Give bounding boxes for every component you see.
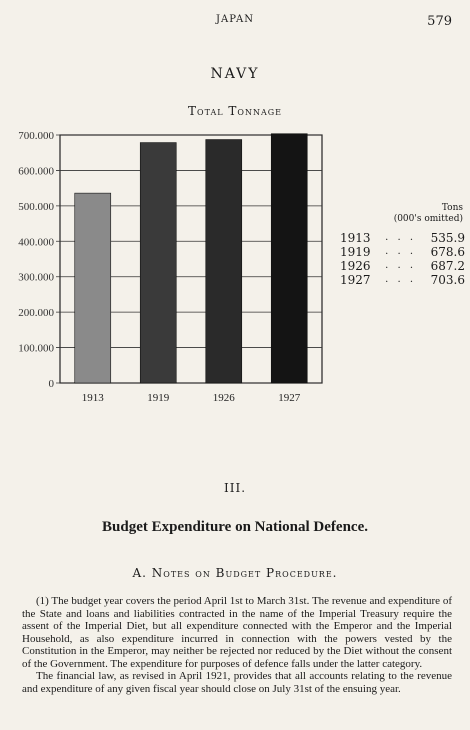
tonnage-value: 535.9 bbox=[430, 231, 465, 245]
bar bbox=[75, 193, 111, 383]
y-tick-label: 700.000 bbox=[18, 130, 54, 142]
tonnage-dots: . . . bbox=[385, 274, 417, 285]
tonnage-value: 687.2 bbox=[430, 259, 465, 273]
section-title: NAVY bbox=[210, 66, 260, 82]
y-tick-label: 500.000 bbox=[18, 200, 54, 213]
tonnage-row bbox=[340, 245, 465, 259]
tonnage-table-subheader: (000's omitted) bbox=[393, 214, 463, 224]
bar bbox=[271, 134, 307, 383]
body-text bbox=[22, 595, 452, 695]
y-tick-label: 100.000 bbox=[18, 342, 54, 355]
tonnage-row bbox=[340, 259, 465, 273]
tonnage-dots: . . . bbox=[385, 246, 417, 257]
part-number: III. bbox=[223, 481, 247, 495]
paragraph: The financial law, as revised in April 1921, provides that all accounts relating to the revenue and expenditure of any given fiscal year should close on July 31st of the ensuing year. bbox=[22, 670, 452, 695]
tonnage-table bbox=[340, 203, 465, 287]
x-tick-label: 1927 bbox=[278, 392, 301, 404]
chart-title: Total Tonnage bbox=[188, 104, 282, 118]
y-tick-label: 600.000 bbox=[18, 165, 54, 178]
tonnage-year: 1919 bbox=[340, 245, 371, 259]
tonnage-value: 678.6 bbox=[430, 245, 465, 259]
tonnage-year: 1926 bbox=[340, 259, 371, 273]
page-number: 579 bbox=[427, 14, 452, 29]
y-tick-label: 200.000 bbox=[18, 307, 54, 320]
bar bbox=[206, 140, 242, 383]
x-tick-label: 1926 bbox=[212, 392, 235, 404]
running-head: JAPAN bbox=[215, 14, 254, 25]
section-subheading: A. Notes on Budget Procedure. bbox=[132, 566, 338, 580]
bar bbox=[140, 143, 176, 383]
tonnage-year: 1927 bbox=[340, 273, 371, 287]
tonnage-dots: . . . bbox=[385, 232, 417, 243]
x-tick-label: 1913 bbox=[81, 392, 104, 404]
tonnage-table-header: Tons bbox=[441, 203, 463, 213]
tonnage-row bbox=[340, 273, 465, 287]
chapter-heading: Budget Expenditure on National Defence. bbox=[102, 519, 368, 535]
tonnage-year: 1913 bbox=[340, 231, 371, 245]
paragraph: (1) The budget year covers the period April 1st to March 31st. The revenue and expenditure of the State and loans and liabilities contracted in the name of the Imperial Treasury require the assent of the Imperial Diet, but all expenditure connected with the Emperor and the Imperial Household, as also expenditure incurred in connection with the powers vested by the Constitution in the Emperor, may neither be rejected nor reduced by the Diet without the consent of the Government. The expenditure for purposes of defence falls under the latter category. bbox=[22, 595, 452, 670]
y-tick-label: 0 bbox=[48, 378, 54, 390]
tonnage-row bbox=[340, 231, 465, 245]
y-tick-label: 400.000 bbox=[18, 236, 54, 249]
tonnage-value: 703.6 bbox=[430, 273, 465, 287]
x-tick-label: 1919 bbox=[147, 392, 170, 404]
y-tick-label: 300.000 bbox=[18, 271, 54, 284]
tonnage-dots: . . . bbox=[385, 260, 417, 271]
tonnage-bar-chart bbox=[0, 120, 330, 410]
